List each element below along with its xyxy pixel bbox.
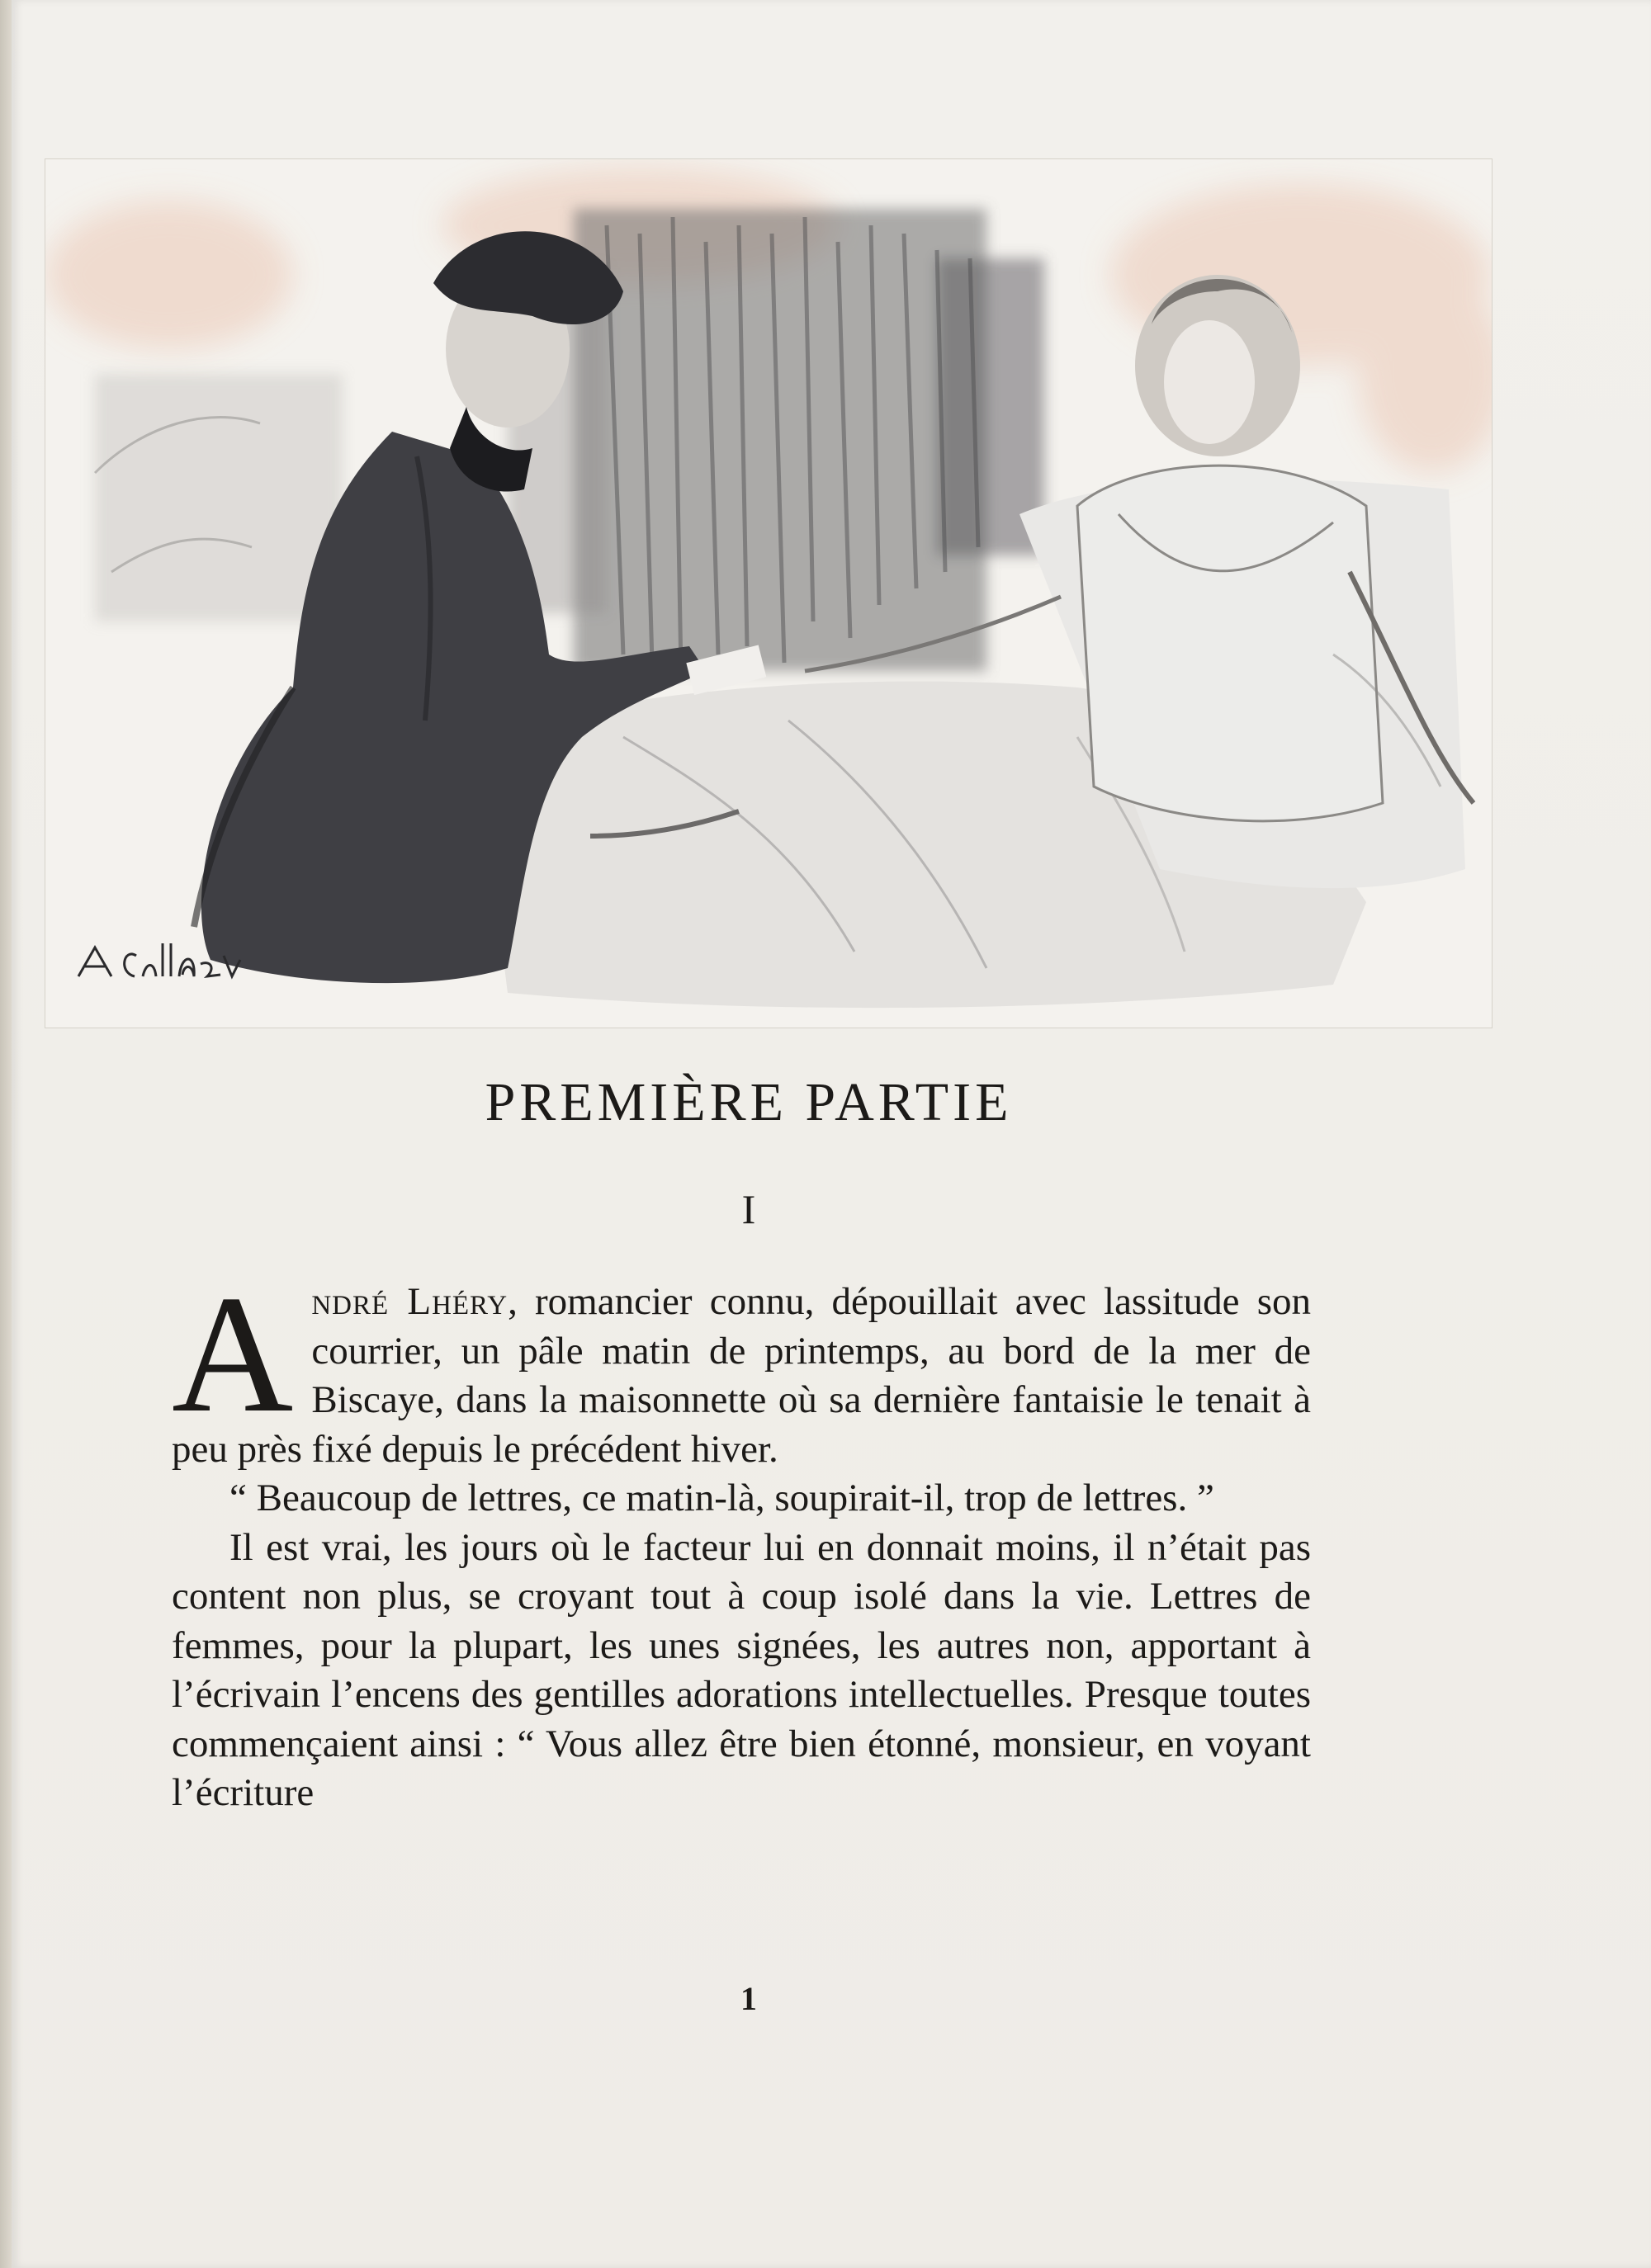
paragraph-1-text: , romancier connu, dépouillait avec lassitude son courrier, un pâle matin de printemps, au bord de la mer de Biscaye, dans la maisonnette où sa dernière fantaisie le tenait à peu près fixé depuis le précédent hiver. [172, 1280, 1311, 1471]
book-spine-edge [0, 0, 12, 2268]
book-page [12, 0, 1651, 2268]
paragraph-3: Il est vrai, les jours où le facteur lui en donnait moins, il n’était pas content non plus, se croyant tout à coup isolé dans la vie. Lettres de femmes, pour la plupart, les unes signées, les autres non, apportant à l’écrivain l’encens des gentilles adorations intellectuelles. Presque toutes commençaient ainsi : “ Vous allez être bien étonné, monsieur, en voyant l’écriture [172, 1525, 1311, 1814]
paragraph-1 [172, 1261, 1311, 1474]
author-name-smallcaps: ndré Lhéry [311, 1280, 509, 1323]
paragraph-2: “ Beaucoup de lettres, ce matin-là, soupirait-il, trop de lettres. ” [229, 1477, 1214, 1519]
chapter-number: I [741, 1186, 756, 1232]
part-title: PREMIÈRE PARTIE [485, 1072, 1013, 1132]
drop-capital: A [172, 1261, 294, 1448]
frontispiece-illustration [45, 158, 1493, 1028]
illustration-drawing [45, 159, 1492, 1028]
body-text [172, 1261, 1311, 1818]
page-number: 1 [740, 1980, 757, 2017]
